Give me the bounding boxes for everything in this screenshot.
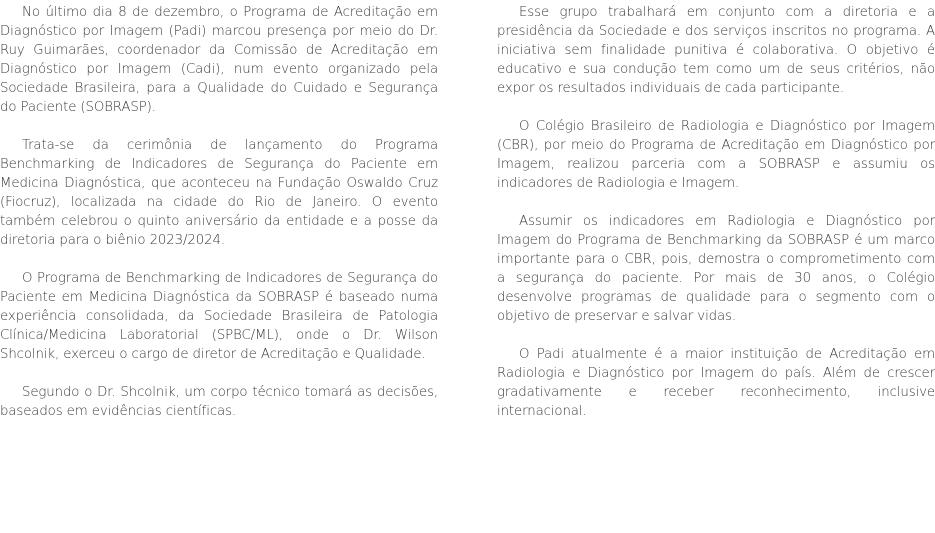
paragraph: Esse grupo trabalhará em conjunto com a diretoria e a presidência da Sociedade e dos serviços inscritos no programa. A iniciativa sem finalidade punitiva é colaborativa. O objetivo é educativo e sua condução tem como um de seus critérios, não expor os resultados individuais de cada participante.: [497, 5, 935, 96]
paragraph: No último dia 8 de dezembro, o Programa de Acreditação em Diagnóstico por Imagem (Padi) marcou presença por meio do Dr. Ruy Guimarães, coordenador da Comissão de Acreditação em Diagnóstico por Imagem (Cadi), num evento organizado pela Sociedade Brasileira, para a Qualidade do Cuidado e Segurança do Paciente (SOBRASP).: [0, 5, 438, 115]
paragraph: O Colégio Brasileiro de Radiologia e Diagnóstico por Imagem (CBR), por meio do Programa de Acreditação em Diagnóstico por Imagem, realizou parceria com a SOBRASP e assumiu os indicadores de Radiologia e Imagem.: [497, 119, 935, 191]
paragraph: Assumir os indicadores em Radiologia e Diagnóstico por Imagem do Programa de Benchmarking da SOBRASP é um marco importante para o CBR, pois, demostra o comprometimento com a segurança do paciente. Por mais de 30 anos, o Colégio desenvolve programas de qualidade para o segmento com o objetivo de preservar e salvar vidas.: [497, 214, 935, 324]
left-column: [0, 0, 438, 533]
paragraph: O Padi atualmente é a maior instituição de Acreditação em Radiologia e Diagnóstico por Imagem do país. Além de crescer gradativamente e receber reconhecimento, inclusive internacional.: [497, 347, 935, 419]
paragraph: Trata-se da cerimônia de lançamento do Programa Benchmarking de Indicadores de Segurança do Paciente em Medicina Diagnóstica, que aconteceu na Fundação Oswaldo Cruz (Fiocruz), localizada na cidade do Rio de Janeiro. O evento também celebrou o quinto aniversário da entidade e a posse da diretoria para o biênio 2023/2024.: [0, 138, 438, 248]
paragraph: Segundo o Dr. Shcolnik, um corpo técnico tomará as decisões, baseados em evidências científicas.: [0, 385, 438, 419]
right-column: [497, 0, 935, 533]
paragraph: O Programa de Benchmarking de Indicadores de Segurança do Paciente em Medicina Diagnóstica da SOBRASP é baseado numa experiência consolidada, da Sociedade Brasileira de Patologia Clínica/Medicina Laboratorial (SPBC/ML), onde o Dr. Wilson Shcolnik, exerceu o cargo de diretor de Acreditação e Qualidade.: [0, 271, 438, 362]
